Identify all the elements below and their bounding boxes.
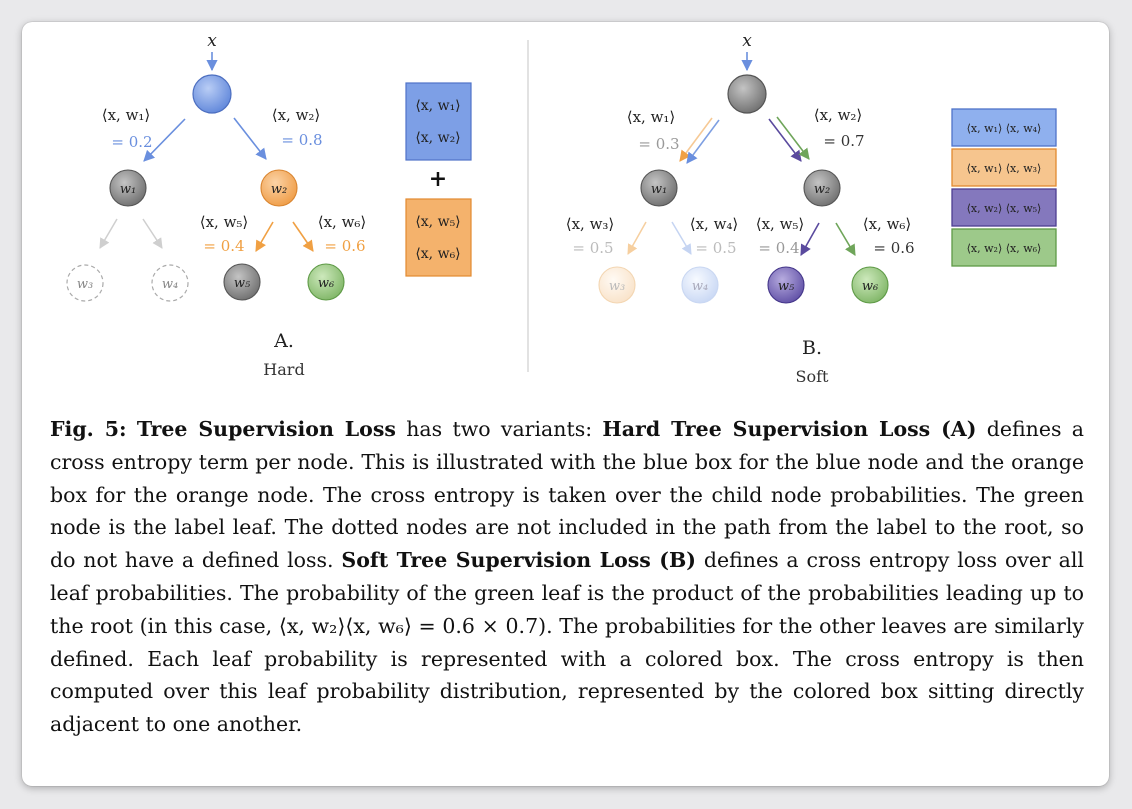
- caption-bold-tree-supervision-loss: Tree Supervision Loss: [136, 417, 396, 441]
- node-w6-label: w₆: [317, 276, 335, 291]
- root-node: [193, 75, 231, 113]
- figure-card: [22, 22, 1109, 786]
- plus-sign: +: [428, 166, 448, 192]
- caption-text-3: defines a cross entropy loss over all leaf probabilities. The probability of the green leaf is the product of the probabilities leading up to the root (in this case, ⟨x, w₂⟩⟨x, w₆⟩ = 0.6 × 0.7). The probabilities for the other leaves are similarly defined. Each leaf probability is represented with a colored box. The cross entropy is then computed over this leaf probability distribution, represented by the colored box sitting directly adjacent to one another.: [50, 548, 1084, 737]
- panel-a-title: A.: [274, 330, 294, 352]
- edge-w1-w4: [143, 219, 162, 248]
- caption-text-2: defines a cross entropy term per node. This is illustrated with the blue box for the blue node and the orange box for the orange node. The cross entropy is taken over the child node probabilities. The green node is the label leaf. The dotted nodes are not included in the path from the label to the root, so do not have a defined loss.: [50, 417, 1084, 573]
- edge-b-w2-label: ⟨x, w₂⟩: [813, 106, 863, 124]
- edge-root-w2: [234, 118, 266, 159]
- leaf-box-w1-w3-text: ⟨x, w₁⟩ ⟨x, w₃⟩: [966, 162, 1042, 175]
- blue-box-line2: ⟨x, w₂⟩: [415, 130, 461, 146]
- node-w4-label: w₄: [161, 277, 179, 292]
- edge-b-w3-value: = 0.5: [572, 239, 614, 257]
- node-w3-label: w₃: [76, 277, 94, 292]
- leaf-box-w1-w4-text: ⟨x, w₁⟩ ⟨x, w₄⟩: [966, 122, 1042, 135]
- root-node-b: [728, 75, 766, 113]
- input-x-label-b: x: [742, 31, 752, 51]
- tree-supervision-figure: [22, 22, 1109, 407]
- edge-w5-value: = 0.4: [203, 237, 245, 255]
- panel-a-subtitle: Hard: [263, 360, 305, 379]
- panel-b: [566, 31, 1056, 386]
- caption-bold-hard-loss: Hard Tree Supervision Loss (A): [602, 417, 977, 441]
- edge-b-w1-w4: [672, 222, 691, 254]
- edge-w2-value: = 0.8: [281, 131, 323, 149]
- panel-a: [67, 31, 471, 379]
- edge-b-w5-value: = 0.4: [758, 239, 800, 257]
- panel-b-subtitle: Soft: [795, 367, 829, 386]
- orange-loss-box: [406, 199, 471, 276]
- caption-fig-label: Fig. 5:: [50, 417, 127, 441]
- edge-b-w1-label: ⟨x, w₁⟩: [626, 108, 676, 126]
- edge-b-root-w1-orange: [680, 118, 712, 161]
- edge-b-w4-value: = 0.5: [695, 239, 737, 257]
- node-w2-label: w₂: [270, 182, 288, 197]
- edge-b-root-w2-green: [777, 117, 809, 159]
- edge-b-root-w1-blue: [687, 120, 719, 163]
- edge-b-root-w2-purple: [769, 119, 801, 161]
- caption-bold-soft-loss: Soft Tree Supervision Loss (B): [341, 548, 696, 573]
- node-w1-label: w₁: [119, 182, 137, 197]
- edge-b-w6-label: ⟨x, w₆⟩: [862, 215, 912, 233]
- edge-w1-label: ⟨x, w₁⟩: [101, 106, 151, 124]
- orange-box-line1: ⟨x, w₅⟩: [415, 214, 461, 230]
- edge-b-w2-w6: [836, 223, 855, 255]
- node-b-w1-label: w₁: [650, 182, 668, 197]
- node-w5-label: w₅: [233, 276, 251, 291]
- edge-w5-label: ⟨x, w₅⟩: [199, 213, 249, 231]
- leaf-box-w2-w6-text: ⟨x, w₂⟩ ⟨x, w₆⟩: [966, 242, 1042, 255]
- blue-box-line1: ⟨x, w₁⟩: [415, 98, 461, 114]
- node-b-w2-label: w₂: [813, 182, 831, 197]
- edge-w1-value: = 0.2: [111, 133, 153, 151]
- edge-w1-w3: [100, 219, 117, 248]
- edge-w2-w5: [256, 222, 273, 251]
- edge-b-w6-value: = 0.6: [873, 239, 915, 257]
- edge-w6-value: = 0.6: [324, 237, 366, 255]
- node-b-w4-label: w₄: [691, 279, 709, 294]
- leaf-box-w2-w5-text: ⟨x, w₂⟩ ⟨x, w₅⟩: [966, 202, 1042, 215]
- node-b-w3-label: w₃: [608, 279, 626, 294]
- blue-loss-box: [406, 83, 471, 160]
- edge-b-w2-value: = 0.7: [823, 132, 865, 150]
- caption-text-1: has two variants:: [395, 417, 603, 441]
- edge-b-w5-label: ⟨x, w₅⟩: [755, 215, 805, 233]
- edge-b-w4-label: ⟨x, w₄⟩: [689, 215, 739, 233]
- panel-b-title: B.: [801, 337, 823, 359]
- edge-b-w1-w3: [628, 222, 646, 254]
- input-x-label: x: [207, 31, 217, 51]
- edge-b-w1-value: = 0.3: [638, 135, 680, 153]
- node-b-w6-label: w₆: [861, 279, 879, 294]
- edge-b-w3-label: ⟨x, w₃⟩: [565, 215, 615, 233]
- edge-w6-label: ⟨x, w₆⟩: [317, 213, 367, 231]
- edge-w2-label: ⟨x, w₂⟩: [271, 106, 321, 124]
- figure-caption: [50, 413, 1084, 741]
- edge-w2-w6: [293, 222, 313, 251]
- node-b-w5-label: w₅: [777, 279, 795, 294]
- orange-box-line2: ⟨x, w₆⟩: [415, 246, 461, 262]
